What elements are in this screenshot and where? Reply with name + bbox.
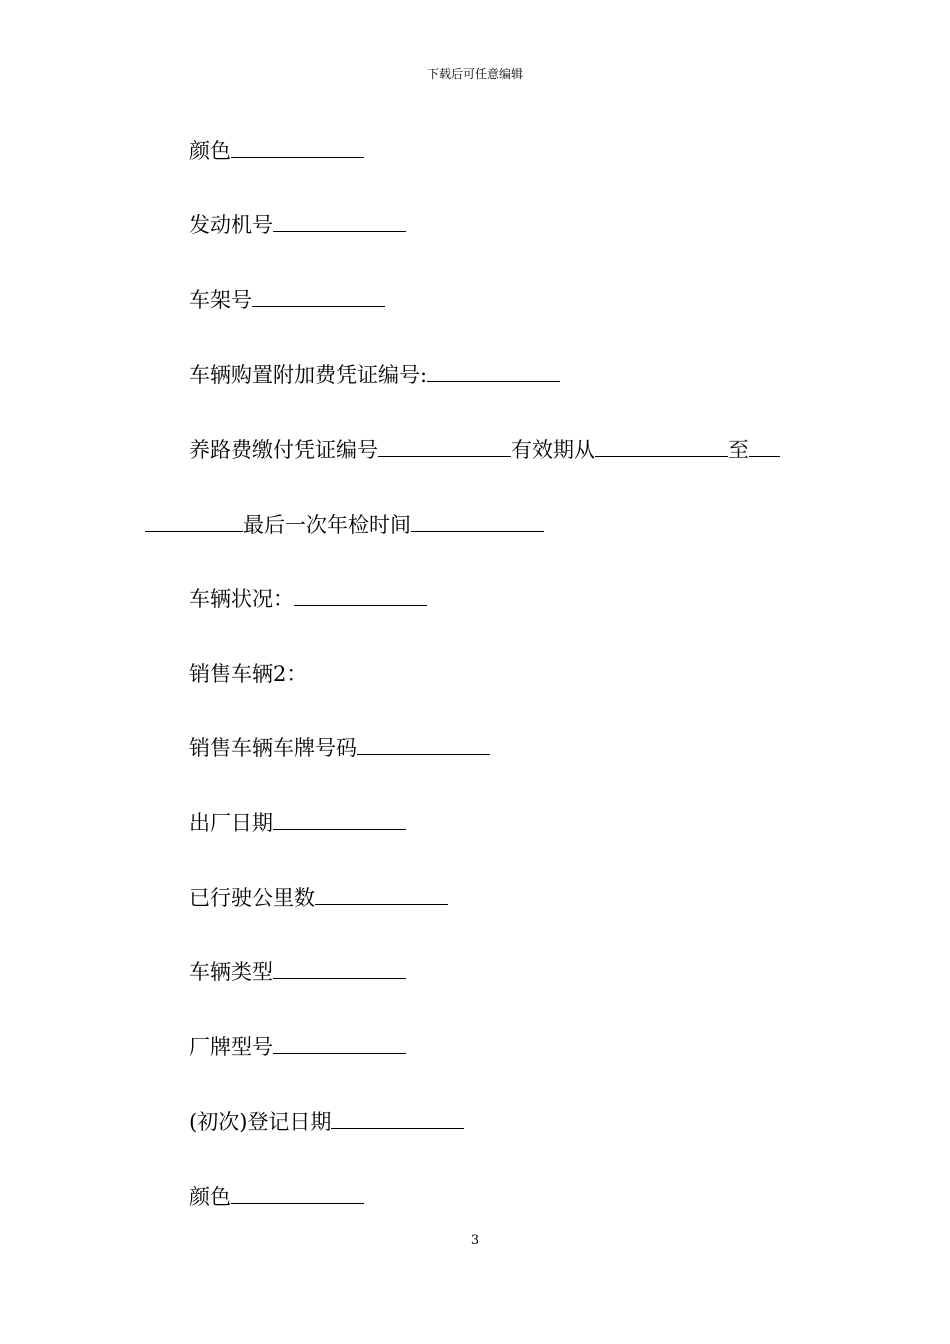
fill-blank[interactable]: [231, 137, 364, 158]
fill-blank[interactable]: [357, 734, 490, 755]
field-label: 车架号: [189, 288, 252, 312]
fill-blank[interactable]: [145, 511, 243, 532]
page-number: 3: [470, 1233, 480, 1248]
fill-blank[interactable]: [273, 958, 406, 979]
field-plate-number: [189, 734, 490, 762]
field-label: 颜色: [189, 1185, 231, 1209]
fill-blank[interactable]: [411, 511, 544, 532]
field-brand-model: [189, 1033, 406, 1061]
field-label: (初次)登记日期: [189, 1110, 332, 1134]
fill-blank[interactable]: [427, 361, 560, 382]
fill-blank[interactable]: [749, 436, 780, 457]
field-label: 颜色: [189, 139, 231, 163]
field-label: 至: [728, 438, 749, 462]
field-label: 车辆类型: [189, 960, 273, 984]
field-purchase-tax-voucher: [189, 361, 560, 389]
field-label: 有效期从: [511, 438, 595, 462]
field-label: 厂牌型号: [189, 1035, 273, 1059]
field-road-fee-voucher: [189, 436, 780, 464]
field-engine-number: [189, 211, 406, 239]
field-label: 出厂日期: [189, 811, 273, 835]
header-note: 下载后可任意编辑: [426, 67, 523, 81]
field-label: 车辆状况：: [189, 587, 294, 611]
fill-blank[interactable]: [595, 436, 728, 457]
field-last-inspection: [145, 511, 544, 539]
fill-blank[interactable]: [378, 436, 511, 457]
fill-blank[interactable]: [331, 1108, 464, 1129]
fill-blank[interactable]: [273, 211, 406, 232]
field-label: 销售车辆车牌号码: [189, 736, 357, 760]
fill-blank[interactable]: [273, 809, 406, 830]
fill-blank[interactable]: [273, 1033, 406, 1054]
fill-blank[interactable]: [231, 1183, 364, 1204]
field-color: [189, 1183, 364, 1211]
field-label: 最后一次年检时间: [243, 513, 411, 537]
field-vehicle-type: [189, 958, 406, 986]
field-label: 养路费缴付凭证编号: [189, 438, 378, 462]
fill-blank[interactable]: [252, 286, 385, 307]
field-vehicle-condition: [189, 585, 427, 613]
field-color: [189, 137, 364, 165]
field-label: 已行驶公里数: [189, 886, 315, 910]
field-first-registration: [189, 1108, 464, 1136]
field-mileage: [189, 884, 448, 912]
fill-blank[interactable]: [315, 884, 448, 905]
field-label: 发动机号: [189, 213, 273, 237]
section-sale-vehicle-2: 销售车辆2：: [189, 662, 308, 686]
field-label: 车辆购置附加费凭证编号:: [189, 363, 428, 387]
fill-blank[interactable]: [294, 585, 427, 606]
field-frame-number: [189, 286, 385, 314]
field-manufacture-date: [189, 809, 406, 837]
